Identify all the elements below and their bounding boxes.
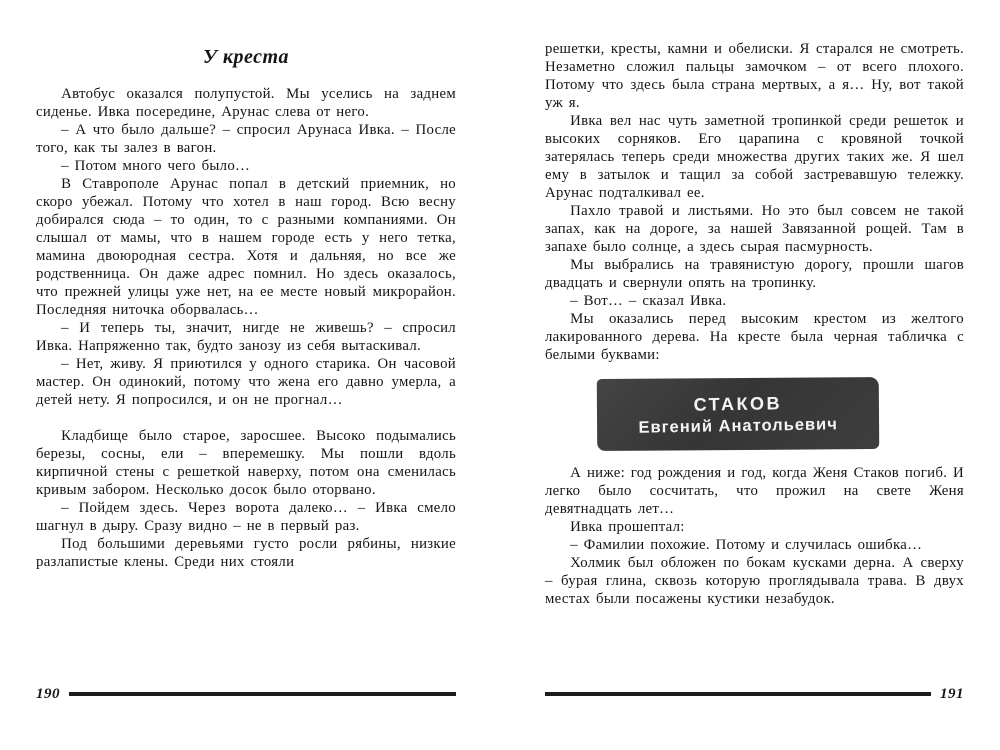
paragraph: Мы оказались перед высоким крестом из желтого лакированного дерева. На кресте была черная табличка с белыми буквами: — [545, 311, 964, 363]
memorial-plaque — [597, 377, 879, 451]
paragraph: – И теперь ты, значит, нигде не живешь? – спросил Ивка. Напряженно так, будто занозу из себя вытаскивал. — [36, 320, 456, 354]
paragraph: – А что было дальше? – спросил Арунаса Ивка. – После того, как ты залез в вагон. — [36, 122, 456, 156]
paragraph: Под большими деревьями густо росли рябины, низкие разлапистые клены. Среди них стояли — [36, 536, 456, 570]
paragraph: решетки, кресты, камни и обелиски. Я старался не смотреть. Незаметно сложил пальцы замочком – от всего плохого. Потому что здесь была страна мертвых, а я… Ну, вот такой уж я. — [545, 41, 964, 111]
memorial-plaque-text — [607, 391, 870, 440]
page-number: 191 — [940, 685, 964, 702]
paragraph: Ивка прошептал: — [570, 519, 685, 535]
paragraph: Ивка вел нас чуть заметной тропинкой среди решеток и высоких сорняков. Его царапина с кровяной точкой затерялась теперь среди множества других таких же. Я шел ему в затылок и тащил за собой застревавшую тележку. Арунас подталкивал ее. — [545, 113, 964, 201]
page-right — [500, 0, 1000, 750]
plaque-surname: СТАКОВ — [693, 393, 783, 415]
paragraph: Кладбище было старое, заросшее. Высоко подымались березы, сосны, ели – вперемешку. Мы пошли вдоль кирпичной стены с решеткой наверху, потом она сменилась кривым забором. Несколько досок было оторвано. — [36, 428, 456, 498]
footer-rule — [545, 692, 931, 696]
paragraph: – Нет, живу. Я приютился у одного старика. Он часовой мастер. Он одинокий, потому что жена его давно умерла, а детей нету. Я попросился, и он не прогнал… — [36, 356, 456, 408]
paragraph: А ниже: год рождения и год, когда Женя Стаков погиб. И легко было сосчитать, что прожил на свете Женя девятнадцать лет… — [545, 465, 964, 517]
paragraph: Холмик был обложен по бокам кусками дерна. А сверху – бурая глина, сквозь которую проглядывала трава. В двух местах были посажены кустики незабудок. — [545, 555, 964, 607]
page-right-footer — [545, 685, 964, 703]
paragraph: – Пойдем здесь. Через ворота далеко… – Ивка смело шагнул в дыру. Сразу видно – не в первый раз. — [36, 500, 456, 534]
paragraph: Автобус оказался полупустой. Мы уселись на заднем сиденье. Ивка посередине, Арунас слева от него. — [36, 86, 456, 120]
page-right-text — [545, 40, 964, 608]
page-left-text — [36, 85, 456, 571]
page-left-footer — [36, 685, 456, 703]
paragraph: – Потом много чего было… — [61, 158, 251, 174]
chapter-title: У креста — [202, 46, 290, 68]
page-number: 190 — [36, 685, 60, 702]
paragraph: Пахло травой и листьями. Но это был совсем не такой запах, как на дороге, за нашей Завязанной рощей. Там в запахе было солнце, а здесь сырая пасмурность. — [545, 203, 964, 255]
footer-rule — [69, 692, 456, 696]
plaque-given-names: Евгений Анатольевич — [638, 415, 838, 437]
paragraph: Мы выбрались на травянистую дорогу, прошли шагов двадцать и свернули опять на тропинку. — [545, 257, 964, 291]
paragraph: – Вот… – сказал Ивка. — [570, 293, 727, 309]
paragraph: – Фамилии похожие. Потому и случилась ошибка… — [570, 537, 923, 553]
paragraph: В Ставрополе Арунас попал в детский приемник, но скоро убежал. Потому что хотел в наш город. Всю весну добирался сюда – то один, то с разными компаниями. Он слышал от мамы, что в нашем городе есть у него тетка, мамина двоюродная сестра. Хотя и дальняя, но все же родственница. Он даже адрес помнил. Но здесь оказалось, что прежней улицы уже нет, на ее месте новый микрорайон. Последняя ниточка оборвалась… — [36, 176, 456, 318]
